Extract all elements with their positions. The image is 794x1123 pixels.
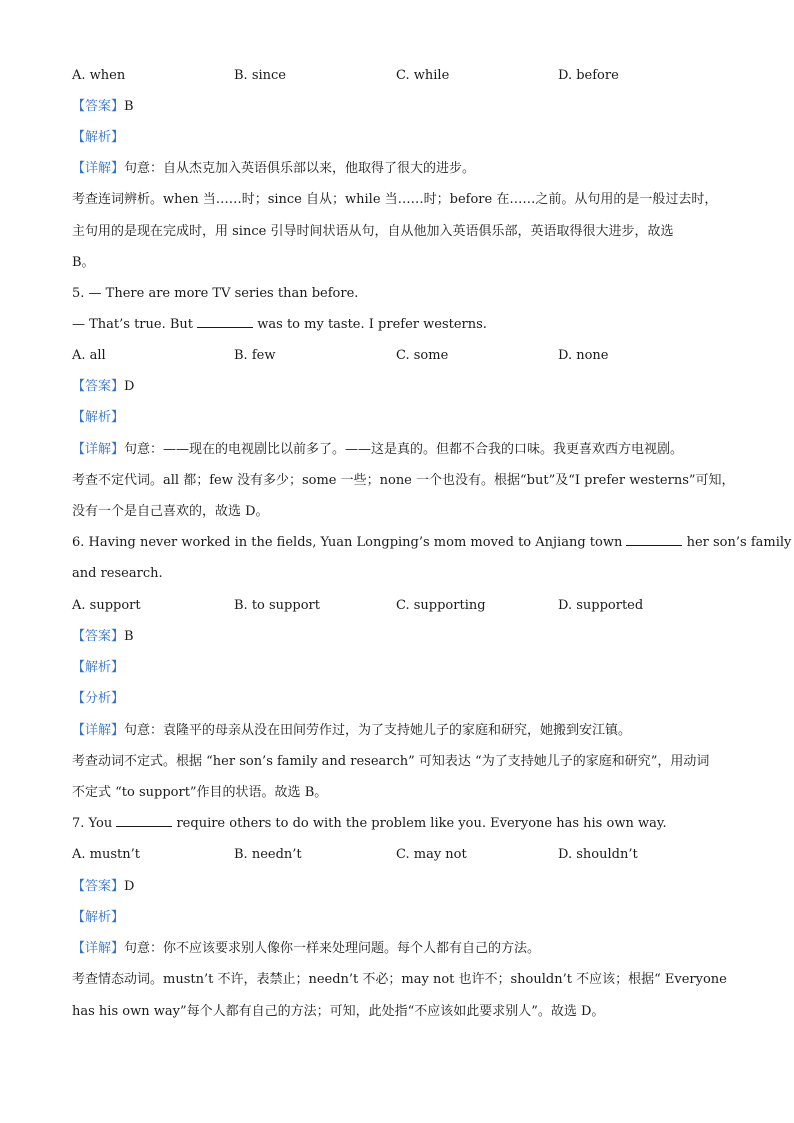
q5-explanation-2: 没有一个是自己喜欢的，故选 D。 (72, 504, 269, 519)
answer-tag: 【答案】 (72, 99, 125, 114)
analysis-tag: 【解析】 (72, 910, 125, 925)
q4-option-c: C. while (396, 68, 450, 83)
q5-option-b: B. few (234, 348, 276, 363)
q4-detail (72, 159, 722, 179)
q4-options (72, 66, 722, 86)
q5-options (72, 346, 722, 366)
q7-options (72, 845, 722, 865)
q4-explanation-1: 考查连词辨析。when 当……时；since 自从；while 当……时；before 在……之前。从句用的是一般过去时， (72, 192, 718, 207)
q6-explanation-1: 考查动词不定式。根据 “her son’s family and research” 可知表达 “为了支持她儿子的家庭和研究”，用动词 (72, 754, 710, 769)
q5-blank (197, 315, 253, 328)
q4-explanation-2: 主句用的是现在完成时，用 since 引导时间状语从句，自从他加入英语俱乐部，英语取得很大进步，故选 (72, 224, 674, 239)
answer-tag: 【答案】 (72, 629, 125, 644)
q7-explanation-1: 考查情态动词。mustn’t 不许，表禁止；needn’t 不必；may not 也许不；shouldn’t 不应该；根据“ Everyone (72, 972, 727, 987)
q6-option-c: C. supporting (396, 598, 486, 613)
analysis-tag: 【解析】 (72, 410, 125, 425)
detail-tag: 【详解】 (72, 161, 125, 176)
q7-stem-before: 7. You (72, 816, 117, 831)
detail-text: 句意：你不应该要求别人像你一样来处理问题。每个人都有自己的方法。 (124, 941, 541, 956)
q4-answer (72, 97, 722, 117)
q6-option-a: A. support (72, 598, 141, 613)
detail-text: 句意：自从杰克加入英语俱乐部以来，他取得了很大的进步。 (124, 161, 476, 176)
q7-option-c: C. may not (396, 847, 467, 862)
q6-blank (626, 533, 682, 546)
q4-option-a: A. when (72, 68, 126, 83)
q5-analysis (72, 408, 722, 428)
q5-option-d: D. none (558, 348, 609, 363)
q6-answer (72, 627, 722, 647)
detail-tag: 【详解】 (72, 442, 125, 457)
q5-stem-1: 5. — There are more TV series than before. (72, 286, 359, 301)
answer-value: B (124, 629, 134, 644)
q6-option-d: D. supported (558, 598, 644, 613)
q7-detail (72, 939, 722, 959)
q4-analysis (72, 128, 722, 148)
q6-stem-2: and research. (72, 566, 163, 581)
q7-analysis (72, 908, 722, 928)
q6-fenxi (72, 689, 722, 709)
fenxi-tag: 【分析】 (72, 691, 125, 706)
analysis-tag: 【解析】 (72, 660, 125, 675)
q7-explanation-2: has his own way”每个人都有自己的方法；可知，此处指“不应该如此要求别人”。故选 D。 (72, 1004, 605, 1019)
answer-value: D (124, 879, 135, 894)
detail-tag: 【详解】 (72, 723, 125, 738)
q5-stem-2-before: — That’s true. But (72, 317, 198, 332)
q6-detail (72, 721, 722, 741)
q4-option-d: D. before (558, 68, 619, 83)
q7-answer (72, 877, 722, 897)
q5-stem-2-after: was to my taste. I prefer westerns. (253, 317, 487, 332)
q5-option-c: C. some (396, 348, 449, 363)
q6-option-b: B. to support (234, 598, 320, 613)
q6-options (72, 596, 722, 616)
answer-value: B (124, 99, 134, 114)
q7-option-d: D. shouldn’t (558, 847, 638, 862)
detail-text: 句意：——现在的电视剧比以前多了。——这是真的。但都不合我的口味。我更喜欢西方电视剧。 (124, 442, 684, 457)
q7-stem-after: require others to do with the problem like you. Everyone has his own way. (172, 816, 667, 831)
q7-option-b: B. needn’t (234, 847, 302, 862)
q7-option-a: A. mustn’t (72, 847, 140, 862)
q4-explanation-3: B。 (72, 255, 95, 270)
q5-stem-2 (72, 315, 722, 335)
answer-tag: 【答案】 (72, 379, 125, 394)
q5-explanation-1: 考查不定代词。all 都；few 没有多少；some 一些；none 一个也没有。根据“but”及“I prefer westerns”可知， (72, 473, 735, 488)
q6-stem-1-before: 6. Having never worked in the fields, Yuan Longping’s mom moved to Anjiang town (72, 535, 627, 550)
q7-stem (72, 814, 722, 834)
q5-option-a: A. all (72, 348, 106, 363)
answer-value: D (124, 379, 135, 394)
q6-analysis (72, 658, 722, 678)
q7-blank (116, 814, 172, 827)
q5-answer (72, 377, 722, 397)
q6-stem-1 (72, 533, 792, 553)
q5-detail (72, 440, 722, 460)
detail-tag: 【详解】 (72, 941, 125, 956)
q4-option-b: B. since (234, 68, 286, 83)
detail-text: 句意：袁隆平的母亲从没在田间劳作过，为了支持她儿子的家庭和研究，她搬到安江镇。 (124, 723, 632, 738)
analysis-tag: 【解析】 (72, 130, 125, 145)
answer-tag: 【答案】 (72, 879, 125, 894)
q6-explanation-2: 不定式 “to support”作目的状语。故选 B。 (72, 785, 328, 800)
q6-stem-1-after: her son’s family (682, 535, 792, 550)
